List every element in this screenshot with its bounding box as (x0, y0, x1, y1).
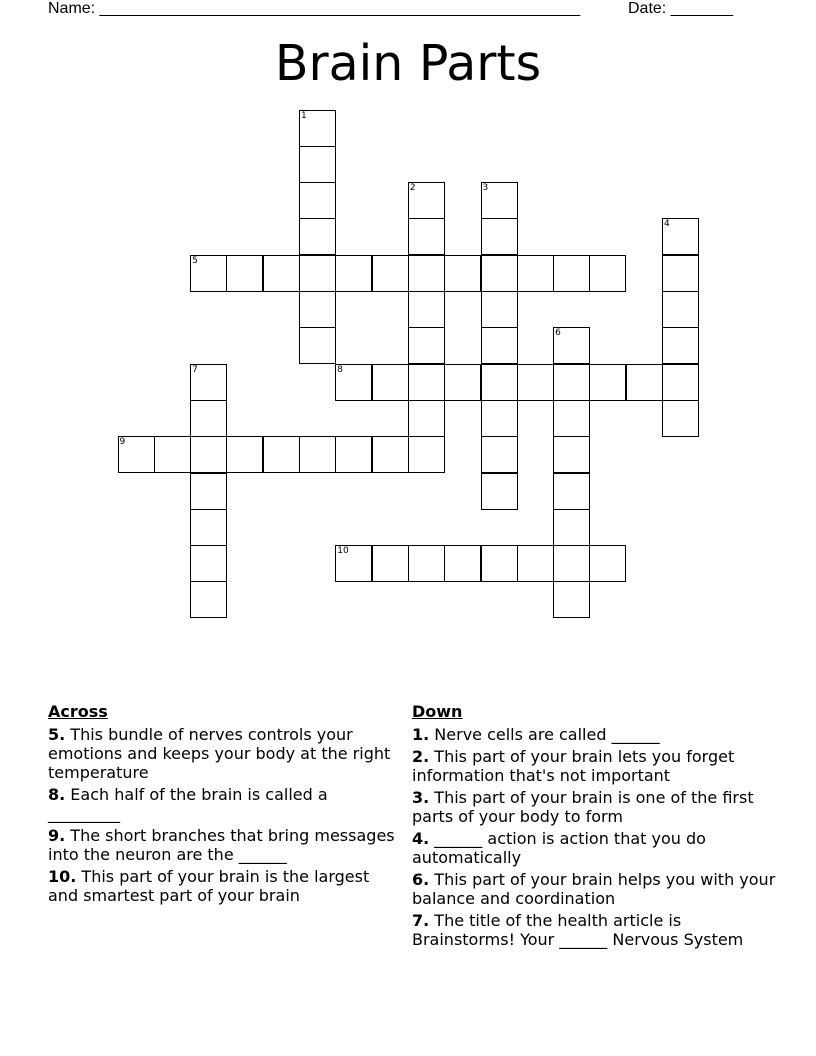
grid-cell[interactable] (517, 364, 554, 401)
clue-item (412, 911, 777, 949)
grid-cell[interactable] (662, 218, 699, 255)
grid-cell[interactable] (553, 255, 590, 292)
cell-number: 6 (555, 328, 561, 339)
grid-cell[interactable] (154, 436, 191, 473)
name-field[interactable]: Name: ______________________________________________________ (48, 0, 581, 17)
cell-number: 8 (337, 364, 344, 375)
grid-cell[interactable] (553, 581, 590, 618)
grid-cell[interactable] (481, 255, 518, 292)
down-heading: Down (412, 702, 463, 721)
grid-cell[interactable] (481, 327, 518, 364)
grid-cell[interactable] (553, 400, 590, 437)
clue-text: This part of your brain is one of the first parts of your body to form (412, 788, 754, 826)
grid-cell[interactable] (190, 364, 227, 401)
clue-text: This bundle of nerves controls your emotions and keeps your body at the right temperature (48, 725, 391, 782)
grid-cell[interactable] (190, 255, 227, 292)
grid-cell[interactable] (589, 364, 626, 401)
clue-number: 8. (48, 785, 66, 804)
grid-cell[interactable] (190, 473, 227, 510)
grid-cell[interactable] (299, 291, 336, 328)
cell-number: 10 (337, 546, 349, 557)
clue-number: 10. (48, 867, 77, 886)
grid-cell[interactable] (444, 364, 481, 401)
grid-cell[interactable] (335, 364, 372, 401)
grid-cell[interactable] (553, 545, 590, 582)
cell-number: 2 (409, 183, 416, 194)
grid-cell[interactable] (517, 545, 554, 582)
grid-cell[interactable] (372, 436, 409, 473)
grid-cell[interactable] (589, 255, 626, 292)
clue-number: 9. (48, 826, 66, 845)
grid-cell[interactable] (299, 146, 336, 183)
grid-cell[interactable] (408, 291, 445, 328)
grid-cell[interactable] (372, 255, 409, 292)
down-clues (412, 702, 777, 952)
clue-item (48, 725, 403, 782)
grid-cell[interactable] (372, 364, 409, 401)
grid-cell[interactable] (589, 545, 626, 582)
clue-item (412, 747, 777, 785)
grid-cell[interactable] (408, 182, 445, 219)
clue-text: This part of your brain helps you with your balance and coordination (412, 870, 776, 908)
clue-number: 5. (48, 725, 66, 744)
grid-cell[interactable] (662, 291, 699, 328)
grid-cell[interactable] (481, 436, 518, 473)
grid-cell[interactable] (408, 400, 445, 437)
grid-cell[interactable] (481, 473, 518, 510)
grid-cell[interactable] (226, 436, 263, 473)
grid-cell[interactable] (626, 364, 663, 401)
grid-cell[interactable] (481, 364, 518, 401)
grid-cell[interactable] (299, 255, 336, 292)
grid-cell[interactable] (481, 291, 518, 328)
grid-cell[interactable] (263, 436, 300, 473)
grid-cell[interactable] (190, 545, 227, 582)
clue-number: 4. (412, 829, 430, 848)
grid-cell[interactable] (299, 436, 336, 473)
clue-number: 3. (412, 788, 430, 807)
grid-cell[interactable] (481, 545, 518, 582)
grid-cell[interactable] (190, 400, 227, 437)
across-clues (48, 702, 403, 908)
grid-cell[interactable] (444, 545, 481, 582)
grid-cell[interactable] (662, 327, 699, 364)
cell-number: 1 (301, 110, 307, 121)
grid-cell[interactable] (335, 545, 372, 582)
grid-cell[interactable] (190, 436, 227, 473)
grid-cell[interactable] (408, 545, 445, 582)
clue-text: ______ action is action that you do automatically (412, 829, 706, 867)
clue-item (412, 788, 777, 826)
date-field[interactable]: Date: _______ (628, 0, 733, 17)
grid-cell[interactable] (481, 400, 518, 437)
grid-cell[interactable] (662, 255, 699, 292)
grid-cell[interactable] (408, 436, 445, 473)
clue-text: The short branches that bring messages into the neuron are the ______ (48, 826, 395, 864)
grid-cell[interactable] (553, 473, 590, 510)
grid-cell[interactable] (553, 364, 590, 401)
grid-cell[interactable] (299, 182, 336, 219)
grid-cell[interactable] (299, 327, 336, 364)
across-heading: Across (48, 702, 108, 721)
clue-text: The title of the health article is Brainstorms! Your ______ Nervous System (412, 911, 744, 949)
grid-cell[interactable] (517, 255, 554, 292)
grid-cell[interactable] (299, 110, 336, 147)
clue-item (412, 725, 777, 744)
page-title: Brain Parts (274, 35, 542, 92)
grid-cell[interactable] (263, 255, 300, 292)
grid-cell[interactable] (190, 509, 227, 546)
clue-item (412, 829, 777, 867)
clue-item (48, 867, 403, 905)
grid-cell[interactable] (408, 364, 445, 401)
cell-number: 3 (482, 183, 489, 194)
grid-cell[interactable] (335, 255, 372, 292)
clue-text: Nerve cells are called ______ (429, 725, 660, 744)
grid-cell[interactable] (408, 218, 445, 255)
grid-cell[interactable] (553, 509, 590, 546)
clue-item (48, 785, 403, 823)
grid-cell[interactable] (662, 400, 699, 437)
grid-cell[interactable] (553, 436, 590, 473)
clue-text: This part of your brain lets you forget information that's not important (412, 747, 735, 785)
grid-cell[interactable] (408, 255, 445, 292)
grid-cell[interactable] (226, 255, 263, 292)
grid-cell[interactable] (444, 255, 481, 292)
clue-item (412, 870, 777, 908)
clue-text: This part of your brain is the largest and smartest part of your brain (48, 867, 370, 905)
grid-cell[interactable] (408, 327, 445, 364)
grid-cell[interactable] (335, 436, 372, 473)
clue-number: 6. (412, 870, 430, 889)
cell-number: 9 (119, 437, 126, 448)
cell-number: 7 (192, 364, 198, 375)
clue-number: 7. (412, 911, 430, 930)
cell-number: 5 (192, 255, 198, 266)
grid-cell[interactable] (662, 364, 699, 401)
grid-cell[interactable] (372, 545, 409, 582)
cell-number: 4 (664, 219, 670, 230)
grid-cell[interactable] (481, 218, 518, 255)
grid-cell[interactable] (553, 327, 590, 364)
grid-cell[interactable] (299, 218, 336, 255)
grid-cell[interactable] (118, 436, 155, 473)
grid-cell[interactable] (481, 182, 518, 219)
clue-number: 2. (412, 747, 430, 766)
grid-cell[interactable] (190, 581, 227, 618)
clue-item (48, 826, 403, 864)
clue-number: 1. (412, 725, 430, 744)
clue-text: Each half of the brain is called a _________ (48, 785, 328, 823)
